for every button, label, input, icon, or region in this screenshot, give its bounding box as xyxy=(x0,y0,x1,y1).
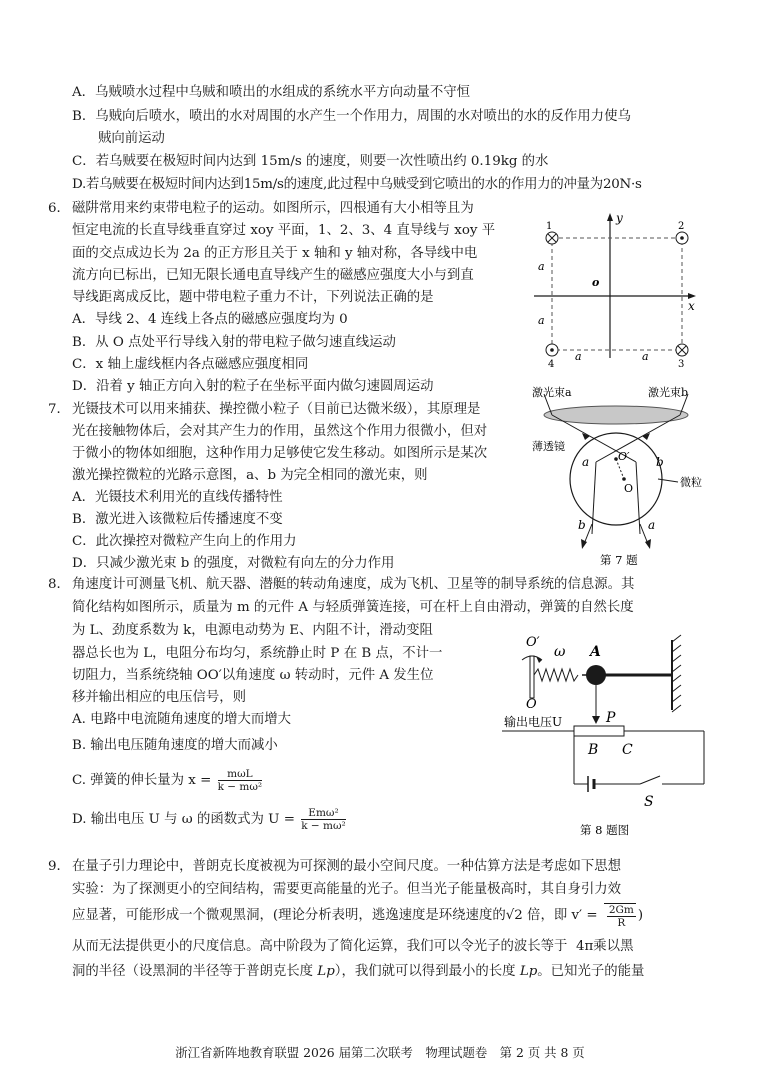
label-b: B xyxy=(588,742,599,758)
spring-icon xyxy=(534,669,578,681)
q5-option-c: C．若乌贼要在极短时间内达到 15m/s 的速度，则要一次性喷出约 0.19kg 的水 xyxy=(72,154,549,169)
label-s: S xyxy=(644,794,654,810)
q9-stem-line: 实验：为了探测更小的空间结构，需要更高能量的光子。但当光子能量极高时，其自身引力效 xyxy=(72,882,622,897)
label-2: 2 xyxy=(678,221,685,232)
q5-option-a: A．乌贼喷水过程中乌贼和喷出的水组成的系统水平方向动量不守恒 xyxy=(72,85,470,100)
lens-label: 薄透镜 xyxy=(532,440,565,453)
q6-stem-line: 恒定电流的长直导线垂直穿过 xoy 平面，1、2、3、4 直导线与 xoy 平 xyxy=(72,223,496,238)
q8-option-c-fraction xyxy=(218,768,263,793)
q8-option-c xyxy=(72,766,264,796)
sqrt2: √2 xyxy=(505,908,523,923)
q8-stem-line: 为 L、劲度系数为 k，电源电动势为 E、内阻不计，滑动变阻 xyxy=(72,623,433,638)
q6-stem-line: 磁阱常用来约束带电粒子的运动。如图所示，四根通有大小相等且为 xyxy=(72,201,474,216)
q6-option-a: A．导线 2、4 连线上各点的磁感应强度均为 0 xyxy=(72,312,348,327)
q8-option-b: B. 输出电压随角速度的增大而减小 xyxy=(72,738,278,753)
origin-o: o xyxy=(592,276,600,289)
q7-stem-line: 光镊技术可以用来捕获、操控微小粒子（目前已达微米级），其原理是 xyxy=(72,402,481,417)
q9-line4-tail: 4π乘以黑 xyxy=(575,939,634,954)
q9-line5-tail: 。已知光子的能量 xyxy=(537,964,645,979)
planck-length-symbol: Lp xyxy=(519,964,538,979)
rotation-axis-rod xyxy=(530,656,534,698)
label-3: 3 xyxy=(678,359,685,368)
fraction-numerator: Emω² xyxy=(301,807,346,820)
side-a: a xyxy=(538,314,545,327)
q5-option-b-line1: B．乌贼向后喷水，喷出的水对周围的水产生一个作用力，周围的水对喷出的水的反作用力使乌 xyxy=(72,109,631,124)
q8-stem-line: 器总长也为 L，电阻分布均匀，系统静止时 P 在 B 点，不计一 xyxy=(72,646,443,661)
fraction-numerator: 2Gm xyxy=(608,903,634,916)
q5-option-b-line2: 贼向前运动 xyxy=(98,131,165,146)
q7-option-a: A．光镊技术利用光的直线传播特性 xyxy=(72,490,283,505)
q8-number: 8． xyxy=(48,577,70,592)
axis-x: x xyxy=(688,299,695,313)
q9-line3-close: ) xyxy=(637,908,644,923)
label-p: P xyxy=(606,710,616,726)
q9-line4-text: 从而无法提供更小的尺度信息。高中阶段为了简化运算，我们可以令光子的波长等于 xyxy=(72,939,568,954)
side-a: a xyxy=(642,350,649,363)
q6-number: 6． xyxy=(48,201,70,216)
fraction-numerator: mωL xyxy=(218,768,263,781)
out-b-label: b xyxy=(578,518,586,532)
q9-line3-text: 应显著，可能形成一个微观黑洞，(理论分析表明，逃逸速度是环绕速度的 xyxy=(72,908,506,923)
q8-option-d-text: D. 输出电压 U 与 ω 的函数式为 U = xyxy=(72,812,295,827)
page-footer: 浙江省新阵地教育联盟 2026 届第二次联考 物理试题卷 第 2 页 共 8 页 xyxy=(175,1045,585,1060)
beam-a-label: 激光束a xyxy=(532,386,572,399)
q9-stem-line-5 xyxy=(72,963,644,981)
out-a-label: a xyxy=(648,518,656,532)
q8-stem-line: 角速度计可测量飞机、航天器、潜艇的转动角速度，成为飞机、卫星等的制导系统的信息源。其 xyxy=(72,577,635,592)
ray-b-label: b xyxy=(656,455,664,469)
q8-option-c-text: C. 弹簧的伸长量为 x = xyxy=(72,773,212,788)
q9-line3-times: 倍，即 v′ = xyxy=(522,908,598,923)
q8-figure xyxy=(492,626,724,838)
ray-a-label: a xyxy=(582,455,590,469)
q6-figure xyxy=(528,208,703,368)
q7-option-d: D．只减少激光束 b 的强度，对微粒有向左的分力作用 xyxy=(72,556,395,571)
label-4: 4 xyxy=(548,359,555,368)
label-c: C xyxy=(622,742,633,758)
label-a: A xyxy=(590,644,601,660)
fraction-denominator: k − mω² xyxy=(301,820,346,832)
q5-option-d: D.若乌贼要在极短时间内达到15m/s的速度,此过程中乌贼受到它喷出的水的作用力的冲量为20N·s xyxy=(72,177,642,192)
q8-stem-line: 移并输出相应的电压信号，则 xyxy=(72,690,247,705)
beam-b-label: 激光束b xyxy=(648,386,689,399)
q9-stem-line-4 xyxy=(72,938,633,956)
q6-stem-line: 导线距离成反比，题中带电粒子重力不计，下列说法正确的是 xyxy=(72,290,434,305)
thin-lens xyxy=(544,406,688,424)
planck-length-symbol: Lp xyxy=(317,964,335,979)
label-output: 输出电压U xyxy=(504,715,563,729)
q9-number: 9． xyxy=(48,859,70,874)
side-a: a xyxy=(538,260,545,273)
q6-option-c: C．x 轴上虚线框内各点磁感应强度相同 xyxy=(72,357,309,372)
figure-8-caption: 第 8 题图 xyxy=(580,823,630,837)
particle-circle xyxy=(570,433,662,525)
q7-stem-line: 于微小的物体如细胞，这种作用力足够使它发生移动。如图所示是某次 xyxy=(72,446,488,461)
q6-option-b: B．从 O 点处平行导线入射的带电粒子做匀速直线运动 xyxy=(72,335,396,350)
q9-line5-mid: ），我们就可以得到最小的长度 xyxy=(334,964,516,979)
q8-option-d-fraction xyxy=(301,807,346,832)
label-o1: O′ xyxy=(526,635,540,650)
center-o1: O′ xyxy=(618,450,630,463)
q8-stem-line: 切阻力，当系统绕轴 OO′以角速度 ω 转动时，元件 A 发生位 xyxy=(72,668,434,683)
q7-option-b: B．激光进入该微粒后传播速度不变 xyxy=(72,512,283,527)
q7-option-c: C．此次操控对微粒产生向上的作用力 xyxy=(72,534,297,549)
particle-label: 微粒 xyxy=(680,476,702,489)
q9-stem-line-3 xyxy=(72,902,643,930)
axis-y: y xyxy=(616,211,623,225)
q7-stem-line: 光在接触物体后，会对其产生力的作用，虽然这个作用力很微小，但对 xyxy=(72,424,488,439)
escape-velocity-fraction xyxy=(604,903,636,929)
figure-7-caption: 第 7 题 xyxy=(600,553,638,567)
center-o: O xyxy=(624,482,634,495)
q7-stem-line: 激光操控微粒的光路示意图，a、b 为完全相同的激光束，则 xyxy=(72,468,428,483)
q8-option-a: A. 电路中电流随角速度的增大而增大 xyxy=(72,712,292,727)
switch-s xyxy=(640,776,660,784)
element-a xyxy=(586,665,606,685)
q7-figure xyxy=(528,384,728,568)
fraction-denominator: R xyxy=(617,916,626,929)
rheostat xyxy=(574,726,624,736)
q8-stem-line: 简化结构如图所示，质量为 m 的元件 A 与轻质弹簧连接，可在杆上自由滑动，弹簧的自然长度 xyxy=(72,600,634,615)
q6-option-d: D．沿着 y 轴正方向入射的粒子在坐标平面内做匀速圆周运动 xyxy=(72,379,434,394)
side-a: a xyxy=(575,350,582,363)
label-o: O xyxy=(526,697,537,712)
fraction-denominator: k − mω² xyxy=(217,781,263,793)
q9-line5-text: 洞的半径（设黑洞的半径等于普朗克长度 xyxy=(72,964,314,979)
label-1: 1 xyxy=(546,221,553,232)
q8-option-d xyxy=(72,805,348,835)
q9-stem-line: 在量子引力理论中，普朗克长度被视为可探测的最小空间尺度。一种估算方法是考虑如下思想 xyxy=(72,859,622,874)
q6-stem-line: 流方向已标出，已知无限长通电直导线产生的磁感应强度大小与到直 xyxy=(72,268,474,283)
label-omega: ω xyxy=(554,644,566,660)
q7-number: 7． xyxy=(48,402,70,417)
q6-stem-line: 面的交点成边长为 2a 的正方形且关于 x 轴和 y 轴对称，各导线中电 xyxy=(72,246,478,261)
